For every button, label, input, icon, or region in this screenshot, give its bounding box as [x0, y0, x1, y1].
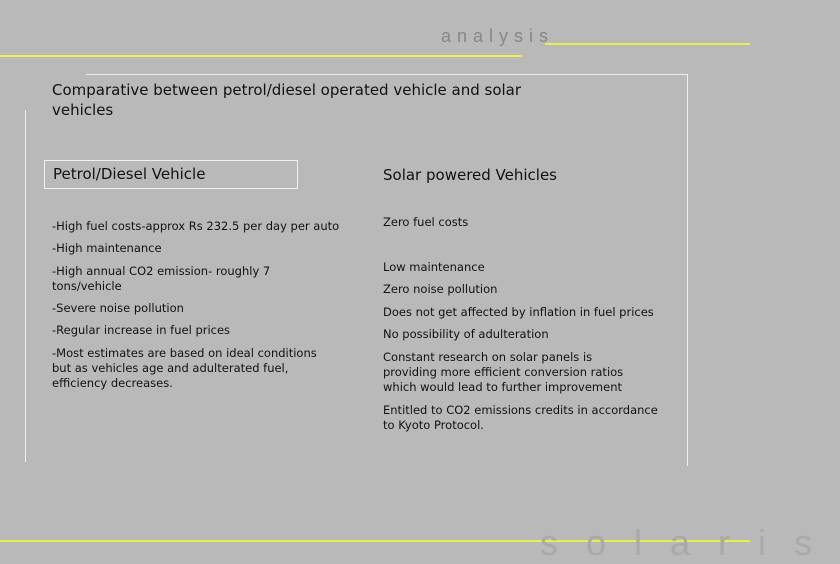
list-item: Constant research on solar panels is providing more efficient conversion ratios which would lead to further improvement — [383, 350, 624, 394]
list-item: -High fuel costs-approx Rs 232.5 per day per auto — [52, 219, 340, 233]
header-rule-right — [545, 43, 750, 45]
petrol-heading-box — [44, 160, 298, 189]
frame-top-line — [86, 74, 688, 75]
list-item: -High annual CO2 emission- roughly 7 tons/vehicle — [52, 264, 271, 293]
header-rule-left — [0, 55, 522, 57]
brand-watermark: solaris — [540, 522, 840, 563]
petrol-heading: Petrol/Diesel Vehicle — [53, 165, 206, 183]
list-item: -Severe noise pollution — [52, 301, 184, 315]
frame-right-line — [687, 74, 688, 466]
slide-title: Comparative between petrol/diesel operated vehicle and solar vehicles — [52, 81, 522, 119]
list-item: Entitled to CO2 emissions credits in accordance to Kyoto Protocol. — [383, 403, 658, 432]
frame-left-line — [25, 110, 26, 462]
list-item: -High maintenance — [52, 241, 162, 255]
list-item: Does not get affected by inflation in fuel prices — [383, 305, 654, 319]
solar-heading: Solar powered Vehicles — [383, 166, 558, 184]
list-item: No possibility of adulteration — [383, 327, 549, 341]
list-item: Zero noise pollution — [383, 282, 498, 296]
list-item: Zero fuel costs — [383, 215, 469, 229]
list-item: -Regular increase in fuel prices — [52, 323, 231, 337]
section-label: analysis — [441, 26, 555, 46]
list-item: -Most estimates are based on ideal conditions but as vehicles age and adulterated fuel, efficiency decreases. — [52, 346, 317, 390]
list-item: Low maintenance — [383, 260, 485, 274]
